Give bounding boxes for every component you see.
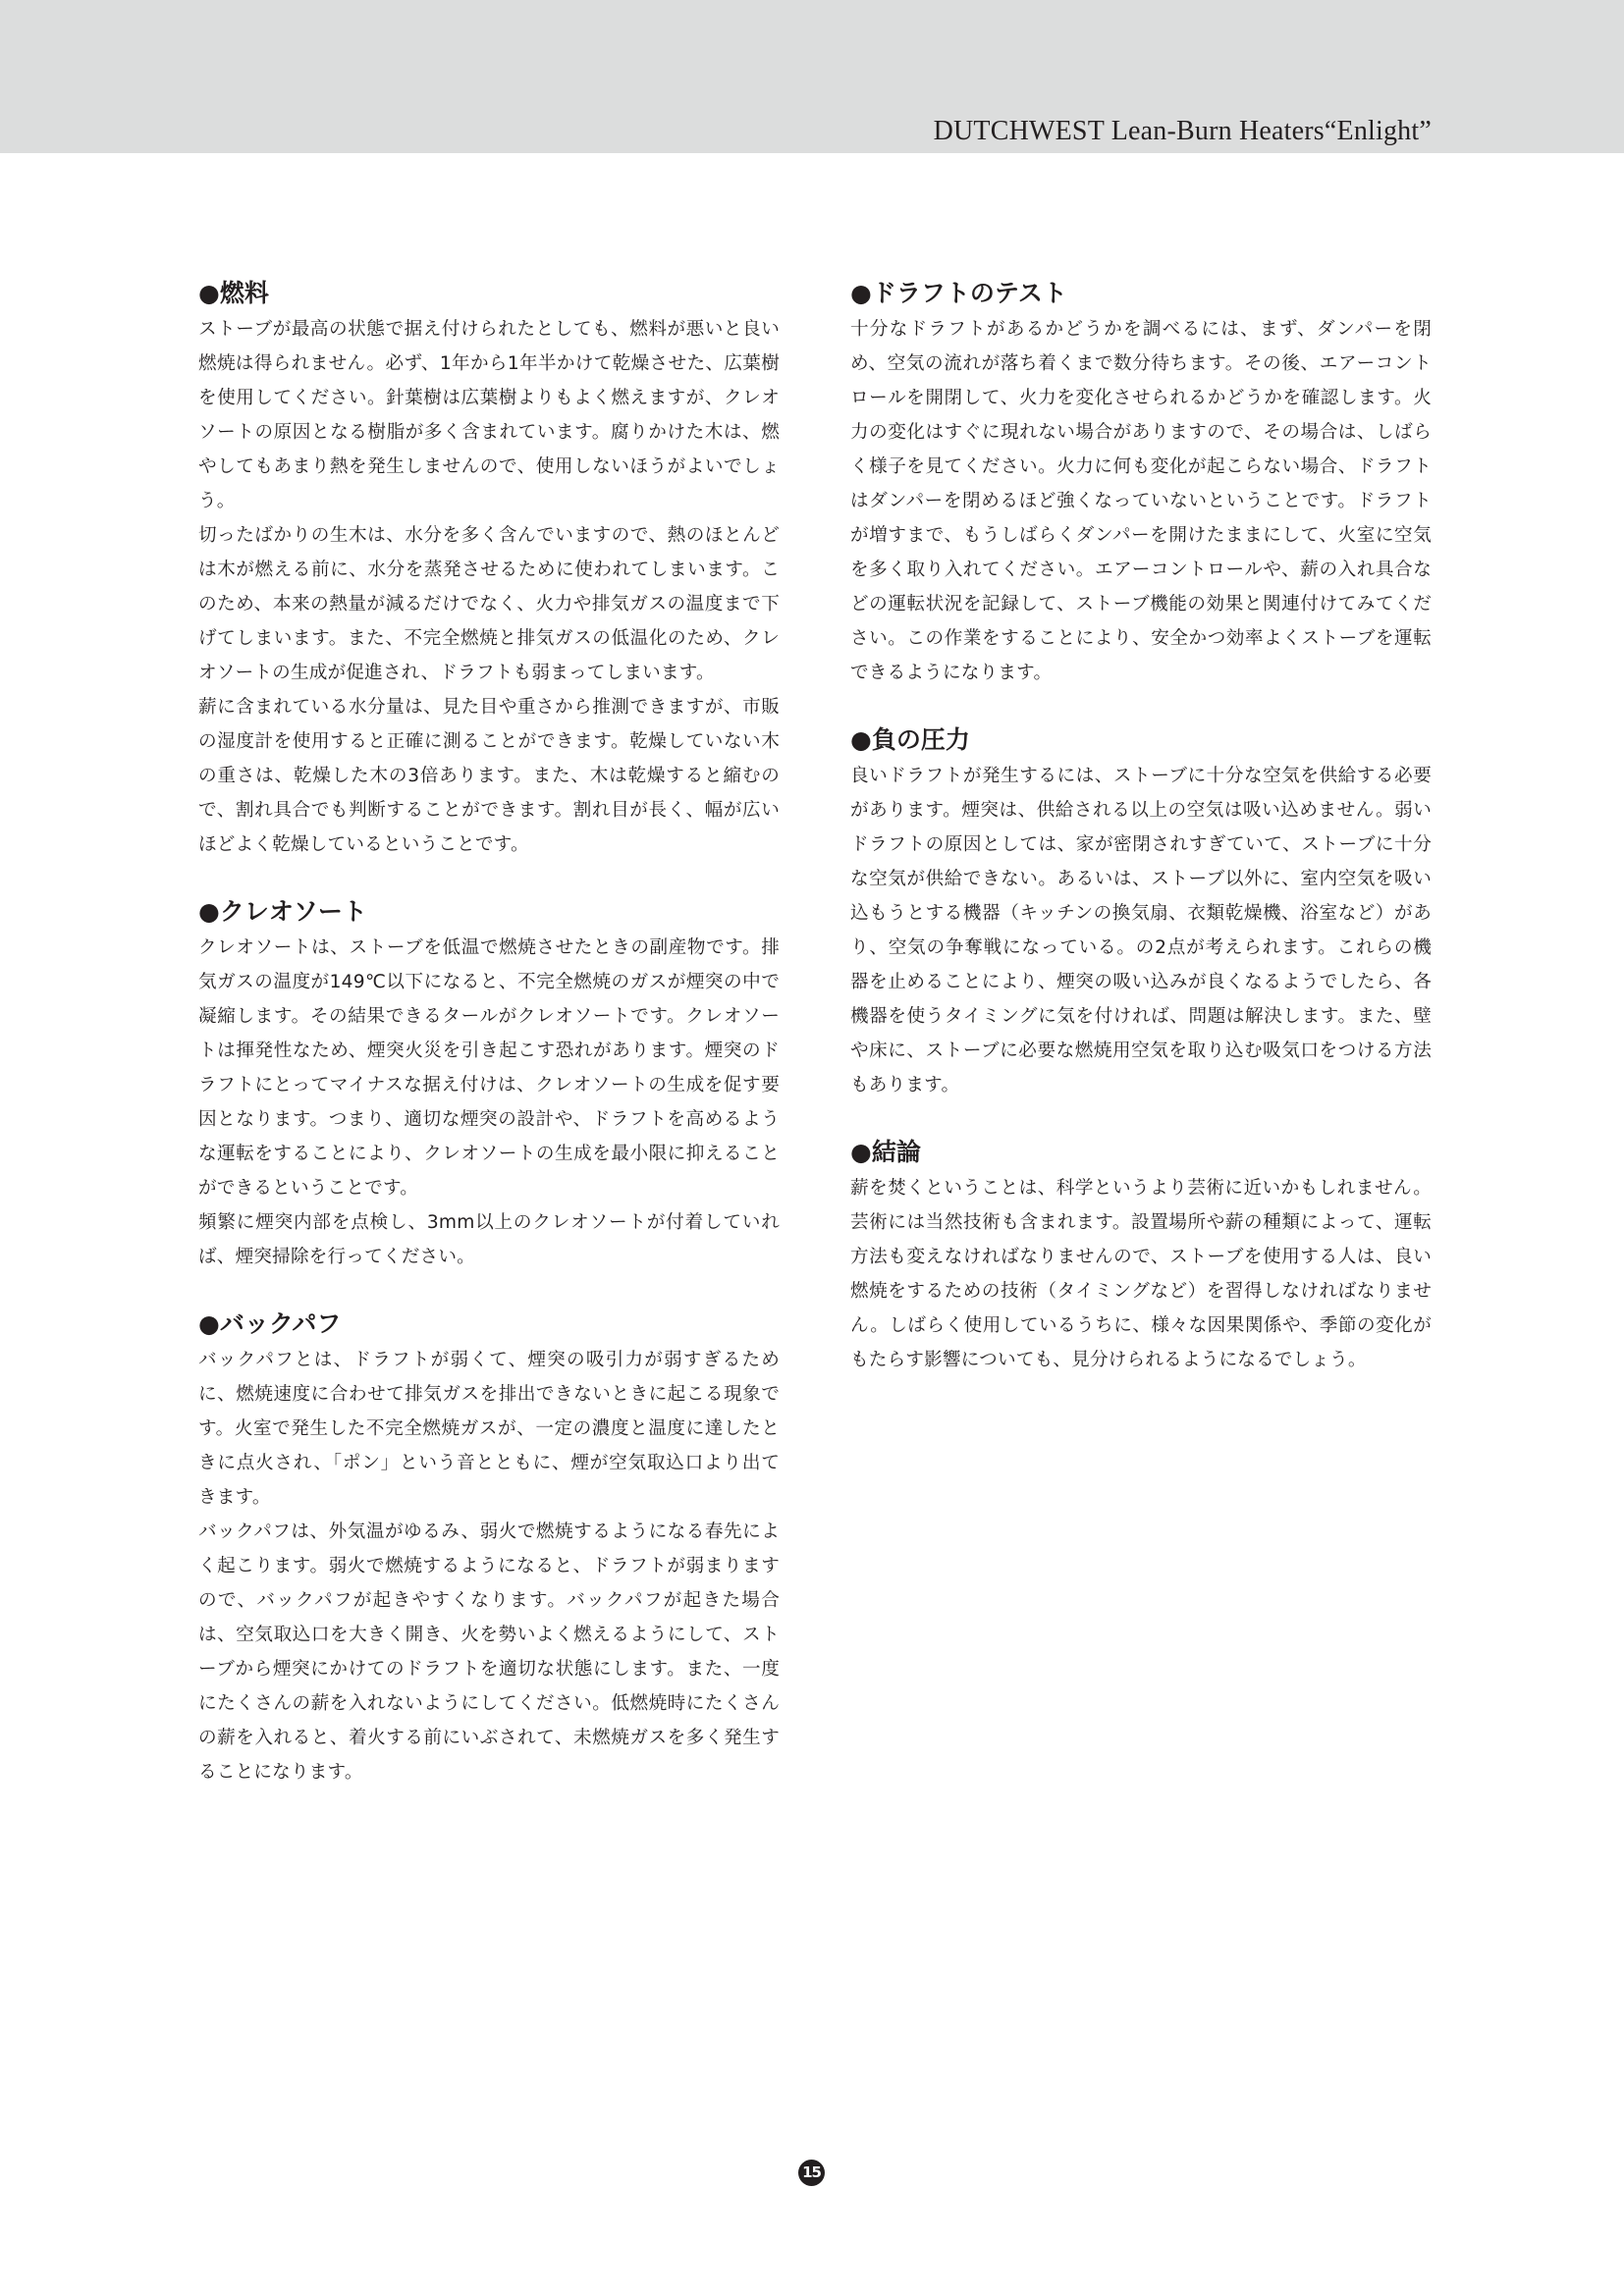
section-heading: ●結論 bbox=[850, 1138, 921, 1166]
document-title: DUTCHWEST Lean-Burn Heaters“Enlight” bbox=[933, 116, 1432, 146]
paragraph: 薪に含まれている水分量は、見た目や重さから推測できますが、市販の湿度計を使用すると正確に測ることができます。乾燥していない木の重さは、乾燥した木の3倍あります。また、木は乾燥すると縮むので、割れ具合でも判断することができます。割れ目が長く、幅が広いほどよく乾燥しているということです。 bbox=[198, 697, 780, 855]
right-column bbox=[850, 277, 1432, 1411]
section-heading: ●クレオソート bbox=[198, 897, 367, 926]
section-creosote bbox=[198, 895, 780, 1274]
section-negative-pressure bbox=[850, 723, 1432, 1102]
section-conclusion bbox=[850, 1136, 1432, 1377]
paragraph: ストーブが最高の状態で据え付けられたとしても、燃料が悪いと良い燃焼は得られません。必ず、1年から1年半かけて乾燥させた、広葉樹を使用してください。針葉樹は広葉樹よりもよく燃えますが、クレオソートの原因となる樹脂が多く含まれています。腐りかけた木は、燃やしてもあまり熱を発生しませんので、使用しないほうがよいでしょう。 bbox=[198, 319, 780, 511]
section-backpuff bbox=[198, 1308, 780, 1789]
section-heading: ●バックパフ bbox=[198, 1309, 342, 1338]
paragraph: 頻繁に煙突内部を点検し、3mm以上のクレオソートが付着していれば、煙突掃除を行ってください。 bbox=[198, 1212, 780, 1267]
paragraph: バックパフとは、ドラフトが弱くて、煙突の吸引力が弱すぎるために、燃焼速度に合わせて排気ガスを排出できないときに起こる現象です。火室で発生した不完全燃焼ガスが、一定の濃度と温度に達したときに点火され、「ポン」という音とともに、煙が空気取込口より出てきます。 bbox=[198, 1350, 780, 1508]
section-fuel bbox=[198, 277, 780, 862]
section-heading: ●ドラフトのテスト bbox=[850, 279, 1067, 307]
section-heading: ●負の圧力 bbox=[850, 725, 970, 754]
paragraph: 十分なドラフトがあるかどうかを調べるには、まず、ダンパーを閉め、空気の流れが落ち着くまで数分待ちます。その後、エアーコントロールを開閉して、火力を変化させられるかどうかを確認します。火力の変化はすぐに現れない場合がありますので、その場合は、しばらく様子を見てください。火力に何も変化が起こらない場合、ドラフトはダンパーを閉めるほど強くなっていないということです。ドラフトが増すまで、もうしばらくダンパーを開けたままにして、火室に空気を多く取り入れてください。エアーコントロールや、薪の入れ具合などの運転状況を記録して、ストーブ機能の効果と関連付けてみてください。この作業をすることにより、安全かつ効率よくストーブを運転できるようになります。 bbox=[850, 319, 1432, 683]
paragraph: クレオソートは、ストーブを低温で燃焼させたときの副産物です。排気ガスの温度が149℃以下になると、不完全燃焼のガスが煙突の中で凝縮します。その結果できるタールがクレオソートです。クレオソートは揮発性なため、煙突火災を引き起こす恐れがあります。煙突のドラフトにとってマイナスな据え付けは、クレオソートの生成を促す要因となります。つまり、適切な煙突の設計や、ドラフトを高めるような運転をすることにより、クレオソートの生成を最小限に抑えることができるということです。 bbox=[198, 937, 780, 1199]
paragraph: バックパフは、外気温がゆるみ、弱火で燃焼するようになる春先によく起こります。弱火で燃焼するようになると、ドラフトが弱まりますので、バックパフが起きやすくなります。バックパフが起きた場合は、空気取込口を大きく開き、火を勢いよく燃えるようにして、ストーブから煙突にかけてのドラフトを適切な状態にします。また、一度にたくさんの薪を入れないようにしてください。低燃焼時にたくさんの薪を入れると、着火する前にいぶされて、未燃焼ガスを多く発生することになります。 bbox=[198, 1522, 780, 1783]
paragraph: 良いドラフトが発生するには、ストーブに十分な空気を供給する必要があります。煙突は、供給される以上の空気は吸い込めません。弱いドラフトの原因としては、家が密閉されすぎていて、ストーブに十分な空気が供給できない。あるいは、ストーブ以外に、室内空気を吸い込もうとする機器（キッチンの換気扇、衣類乾燥機、浴室など）があり、空気の争奪戦になっている。の2点が考えられます。これらの機器を止めることにより、煙突の吸い込みが良くなるようでしたら、各機器を使うタイミングに気を付ければ、問題は解決します。また、壁や床に、ストーブに必要な燃焼用空気を取り込む吸気口をつける方法もあります。 bbox=[850, 766, 1432, 1095]
section-draft-test bbox=[850, 277, 1432, 690]
left-column bbox=[198, 277, 780, 1823]
page-number: 15 bbox=[798, 2160, 825, 2186]
paragraph: 切ったばかりの生木は、水分を多く含んでいますので、熱のほとんどは木が燃える前に、水分を蒸発させるために使われてしまいます。このため、本来の熱量が減るだけでなく、火力や排気ガスの温度まで下げてしまいます。また、不完全燃焼と排気ガスの低温化のため、クレオソートの生成が促進され、ドラフトも弱まってしまいます。 bbox=[198, 525, 780, 683]
paragraph: 薪を焚くということは、科学というより芸術に近いかもしれません。芸術には当然技術も含まれます。設置場所や薪の種類によって、運転方法も変えなければなりませんので、ストーブを使用する人は、良い燃焼をするための技術（タイミングなど）を習得しなければなりません。しばらく使用しているうちに、様々な因果関係や、季節の変化がもたらす影響についても、見分けられるようになるでしょう。 bbox=[850, 1178, 1432, 1370]
section-heading: ●燃料 bbox=[198, 279, 269, 307]
